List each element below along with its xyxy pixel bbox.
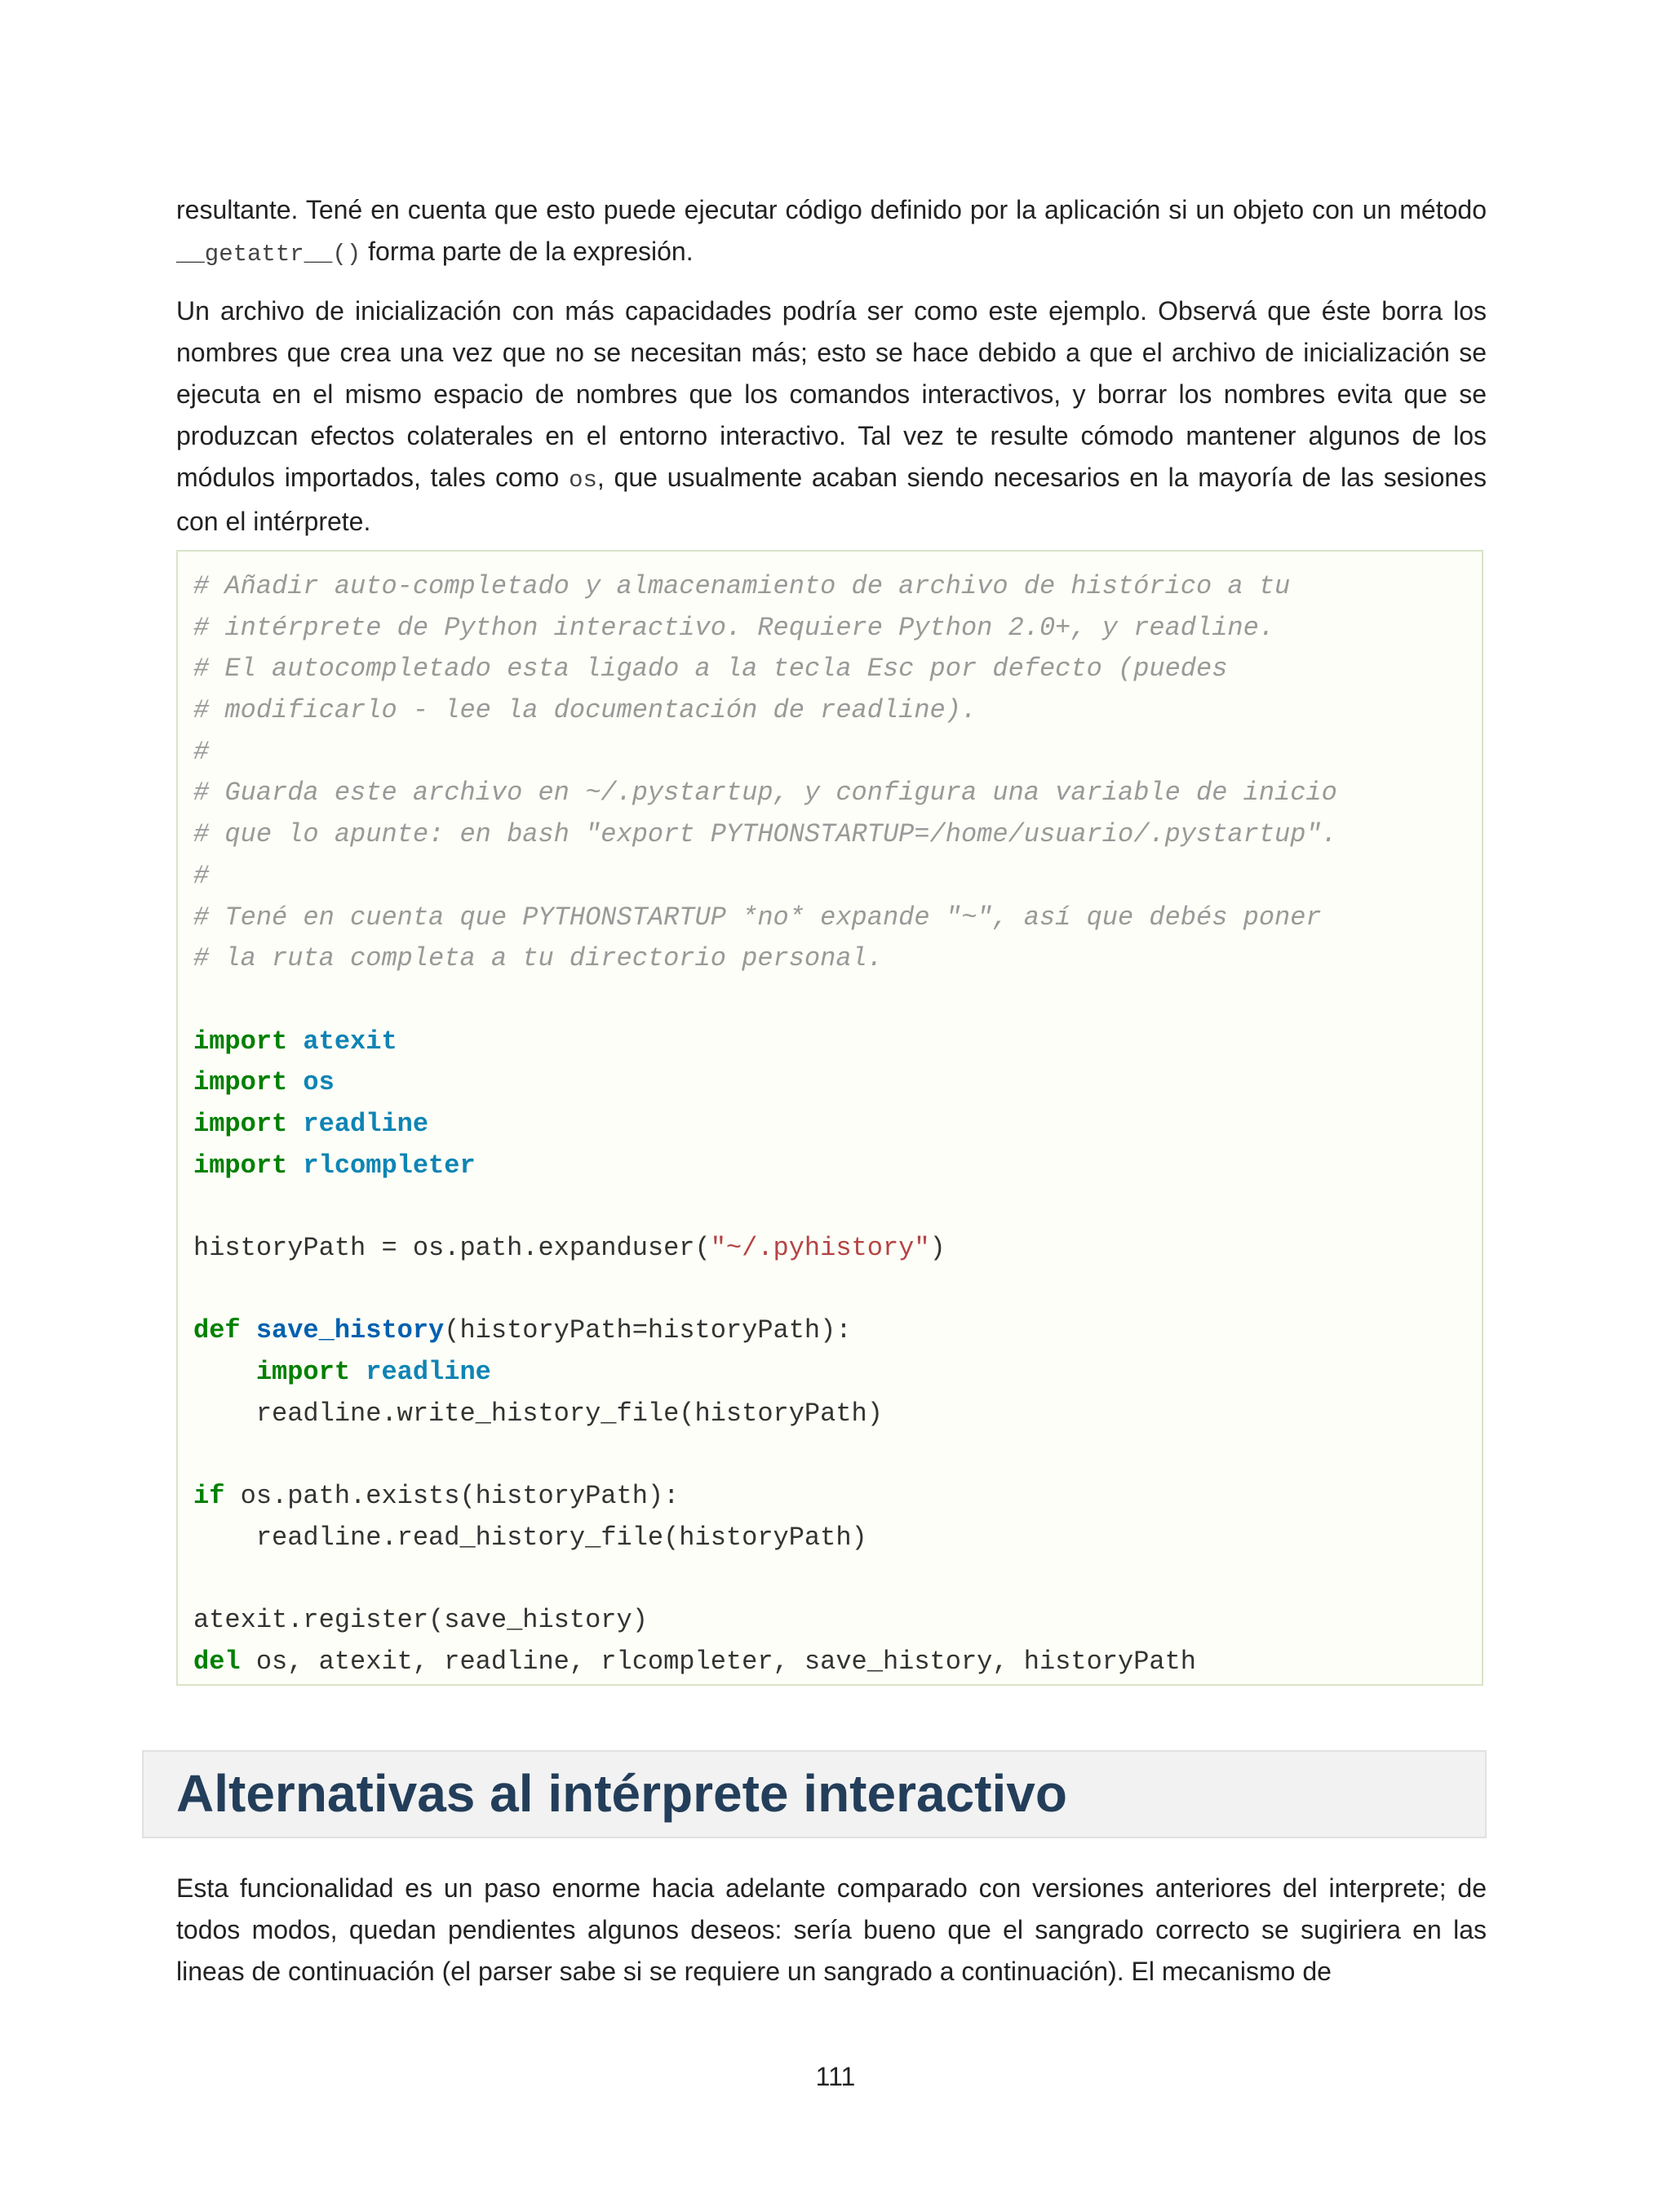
- code-blank-line: [193, 1559, 1482, 1601]
- inline-code-os: os: [569, 467, 597, 494]
- section-heading: Alternativas al intérprete interactivo: [176, 1764, 1067, 1823]
- code-history-path-line: [193, 1228, 1482, 1270]
- alternatives-paragraph: Esta funcionalidad es un paso enorme hacia adelante comparado con versiones anteriores del interprete; de todos modos, quedan pendientes algunos deseos: sería bueno que el sangrado correcto se sugiriera en las lineas de continuación (el parser sabe si se requiere un sangrado a continuación). El mecanismo de: [176, 1873, 1487, 1986]
- init-file-paragraph: [176, 290, 1487, 543]
- import-keyword: import: [193, 1108, 288, 1139]
- code-import-line: [193, 1022, 1482, 1063]
- code-blank-line: [193, 1186, 1482, 1228]
- inline-code-getattr: __getattr__(): [176, 241, 361, 268]
- function-name: save_history: [255, 1315, 445, 1346]
- import-module: readline: [303, 1108, 429, 1139]
- import-module: readline: [366, 1357, 491, 1388]
- def-keyword: def: [193, 1315, 241, 1346]
- code-comment-line: # Tené en cuenta que PYTHONSTARTUP *no* expande "~", así que debés poner: [193, 902, 1322, 933]
- code-del-line: [193, 1642, 1482, 1683]
- code-register-line: atexit.register(save_history): [193, 1605, 648, 1636]
- code-read-history-line: readline.read_history_file(historyPath): [193, 1522, 867, 1553]
- import-module: atexit: [303, 1026, 397, 1057]
- intro-text-before: resultante. Tené en cuenta que esto puede ejecutar código definido por la aplicación si un objeto con un método: [176, 195, 1487, 224]
- code-comment-line: # que lo apunte: en bash "export PYTHONSTARTUP=/home/usuario/.pystartup".: [193, 819, 1337, 850]
- import-module: rlcompleter: [303, 1150, 476, 1181]
- intro-text-after: forma parte de la expresión.: [361, 237, 694, 266]
- init-text-before: Un archivo de inicialización con más capacidades podría ser como este ejemplo. Observá que éste borra los nombres que crea una vez que no se necesitan más; esto se hace debido a que el archivo de inicialización se ejecuta en el mismo espacio de nombres que los comandos interactivos, y borrar los nombres evita que se produzcan efectos colaterales en el entorno interactivo. Tal vez te resulte cómodo mantener algunos de los módulos importados, tales como: [176, 296, 1487, 492]
- history-path-end: ): [929, 1233, 946, 1263]
- intro-paragraph: [176, 189, 1487, 275]
- import-keyword: import: [255, 1357, 351, 1388]
- import-keyword: import: [193, 1150, 288, 1181]
- code-def-line: [193, 1310, 1482, 1352]
- init-text-after: , que usualmente acaban siendo necesarios en la mayoría de las sesiones con el intérprete.: [176, 463, 1487, 536]
- if-condition: os.path.exists(historyPath):: [224, 1481, 680, 1512]
- code-inner-import-line: [193, 1352, 1482, 1394]
- code-if-line: [193, 1476, 1482, 1518]
- code-comment-line: #: [193, 860, 210, 891]
- code-comment-line: # modificarlo - lee la documentación de readline).: [193, 695, 977, 726]
- code-import-line: [193, 1146, 1482, 1187]
- code-blank-line: [193, 980, 1482, 1022]
- history-path-string: "~/.pyhistory": [710, 1233, 930, 1263]
- code-import-line: [193, 1062, 1482, 1104]
- function-params: (historyPath=historyPath):: [444, 1315, 852, 1346]
- code-comment-line: # El autocompletado esta ligado a la tecla Esc por defecto (puedes: [193, 654, 1228, 685]
- import-keyword: import: [193, 1067, 288, 1098]
- code-block: [176, 550, 1483, 1686]
- code-import-line: [193, 1104, 1482, 1146]
- del-keyword: del: [193, 1646, 241, 1677]
- code-comment-line: # intérprete de Python interactivo. Requiere Python 2.0+, y readline.: [193, 612, 1275, 643]
- code-indent: [193, 1357, 256, 1387]
- code-comment-line: # la ruta completa a tu directorio personal.: [193, 943, 883, 974]
- history-path-start: historyPath = os.path.expanduser(: [193, 1233, 711, 1263]
- import-module: os: [303, 1067, 335, 1098]
- code-comment-line: # Guarda este archivo en ~/.pystartup, y configura una variable de inicio: [193, 778, 1337, 809]
- code-comment-line: #: [193, 736, 210, 767]
- if-keyword: if: [193, 1481, 225, 1512]
- page-number: 111: [815, 2062, 856, 2091]
- code-write-history-line: readline.write_history_file(historyPath): [193, 1398, 883, 1429]
- code-blank-line: [193, 1270, 1482, 1311]
- del-targets: os, atexit, readline, rlcompleter, save_history, historyPath: [240, 1646, 1196, 1677]
- code-blank-line: [193, 1434, 1482, 1476]
- code-comment-line: # Añadir auto-completado y almacenamiento de archivo de histórico a tu: [193, 571, 1291, 601]
- import-keyword: import: [193, 1026, 288, 1057]
